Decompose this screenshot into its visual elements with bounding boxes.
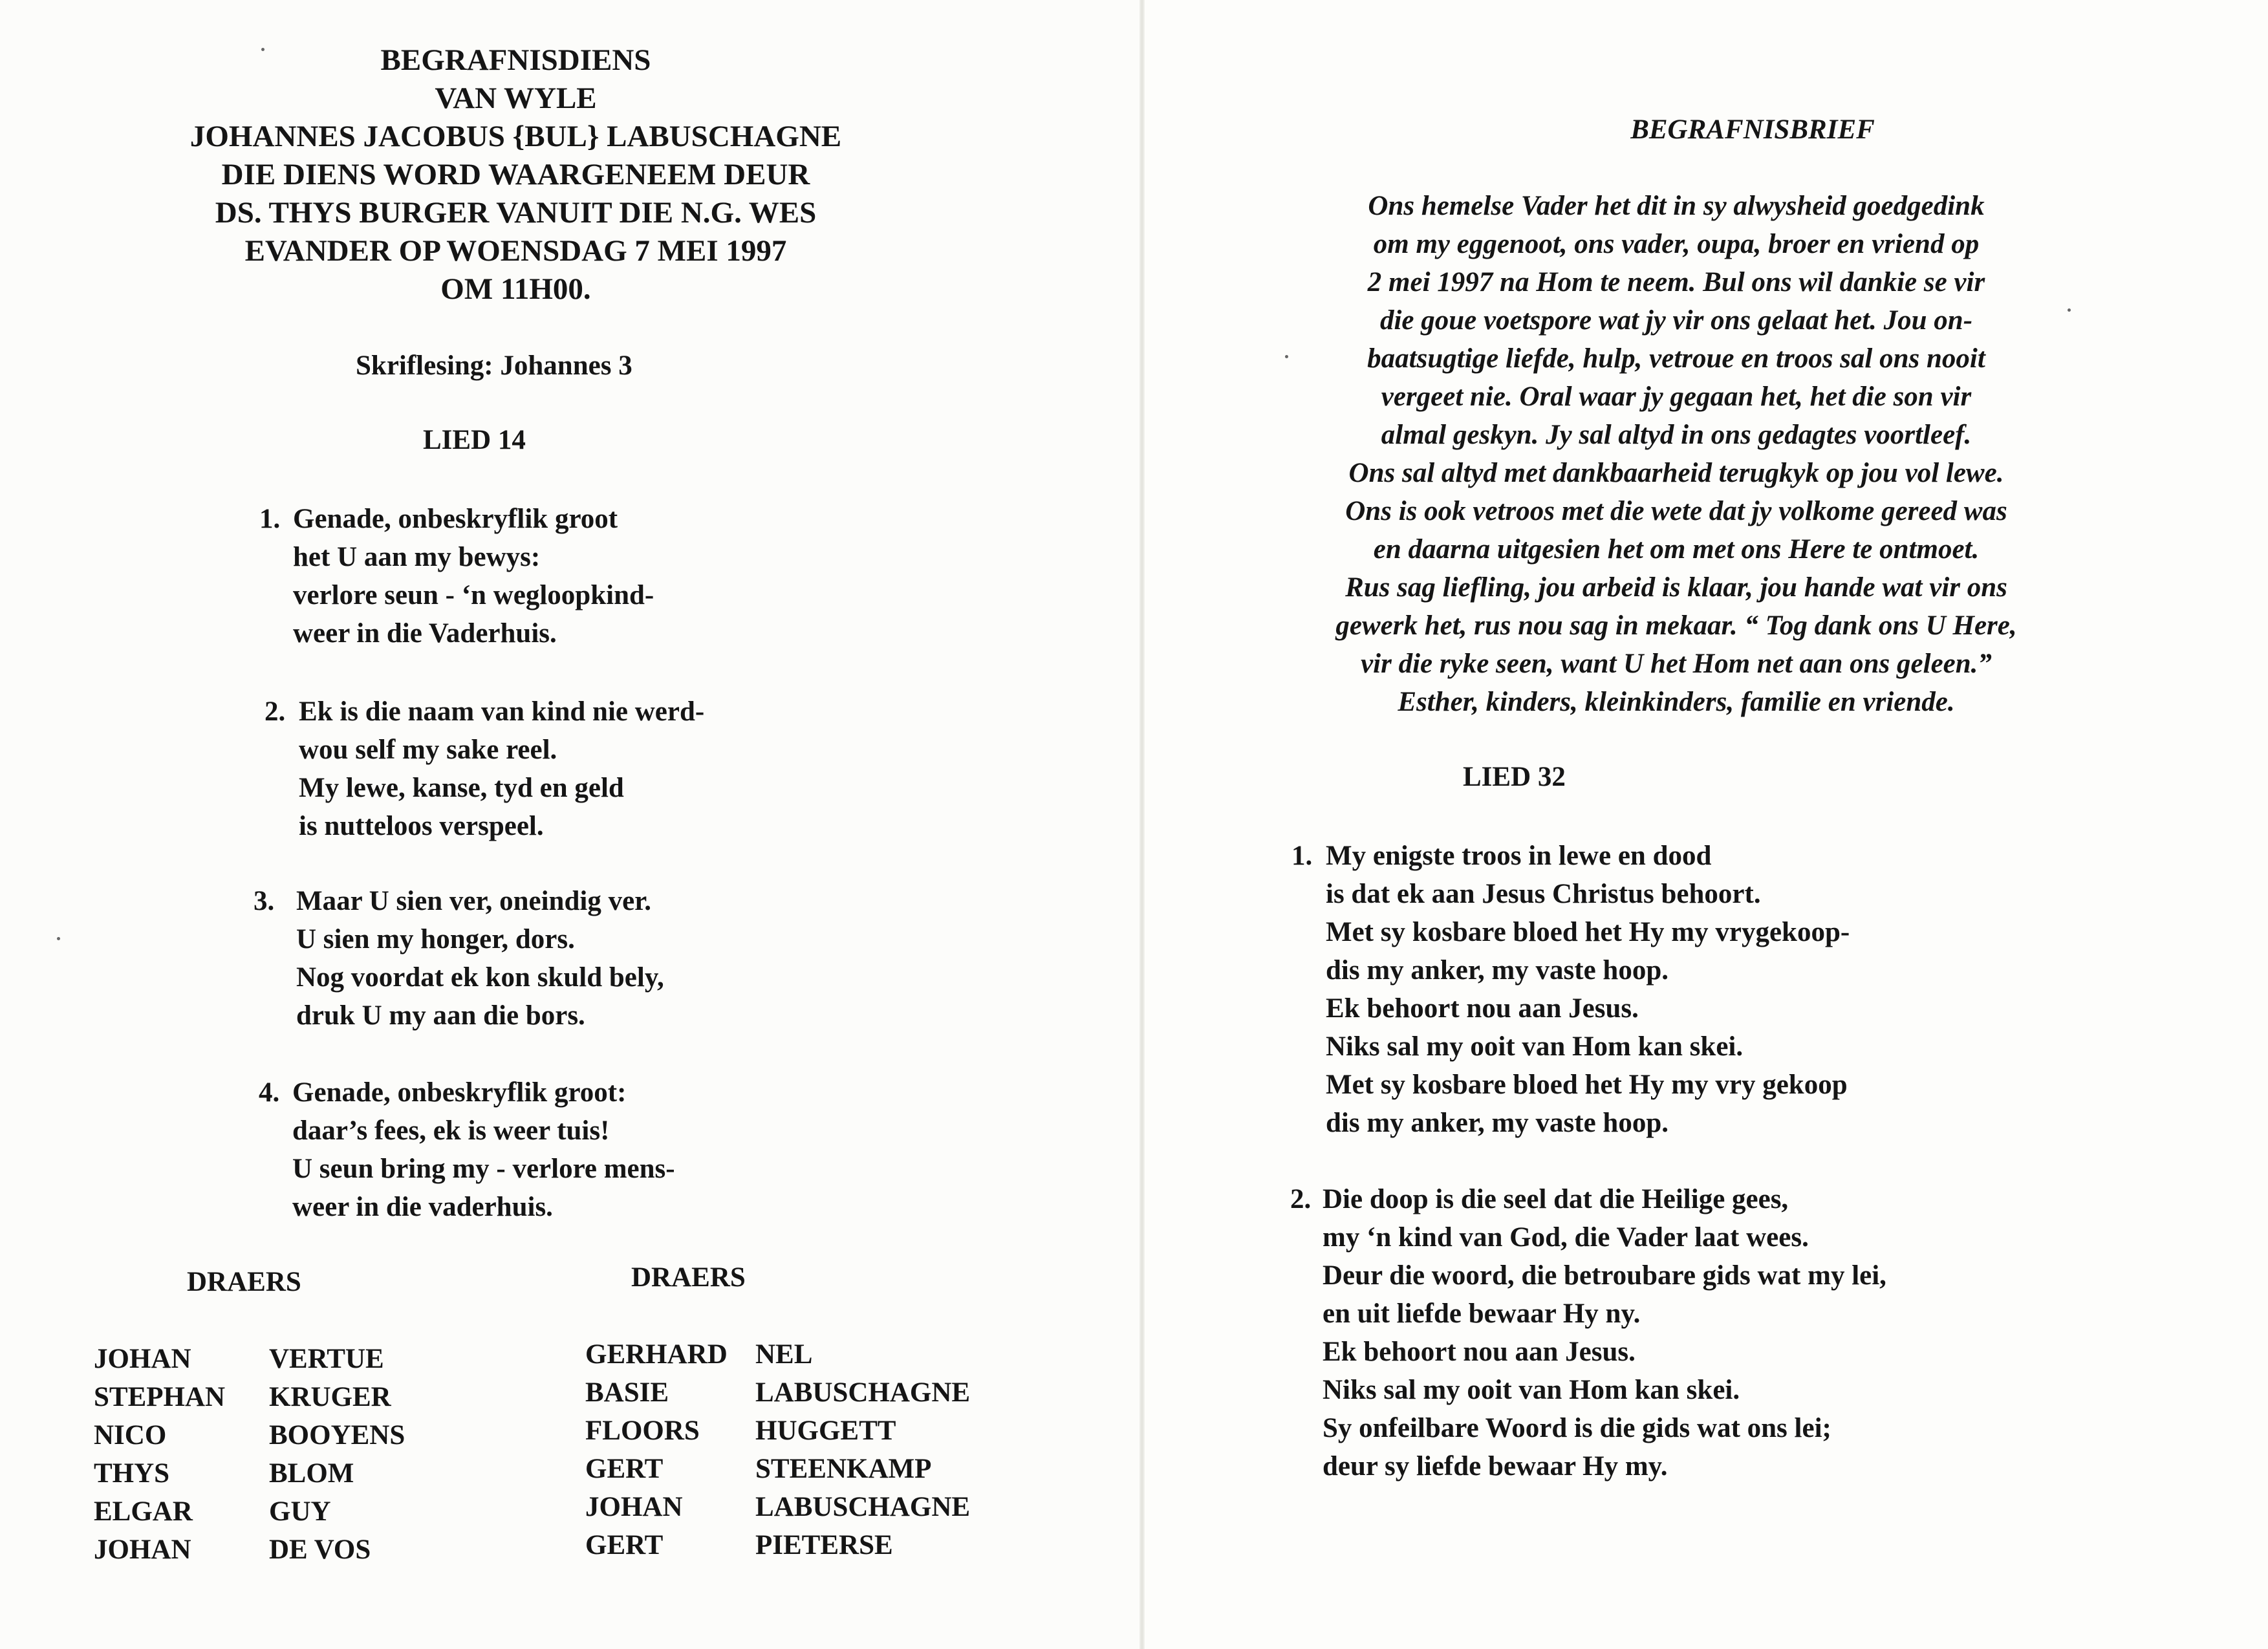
verse-number: 3. (254, 886, 275, 916)
bearer-first-name: FLOORS (585, 1416, 700, 1446)
verse-line: U seun bring my - verlore mens- (292, 1154, 675, 1184)
letter-line: vergeet nie. Oral waar jy gegaan het, het die son vir (1381, 382, 1972, 412)
bearer-first-name: GERHARD (585, 1339, 728, 1370)
verse-line: Niks sal my ooit van Hom kan skei. (1323, 1375, 1740, 1405)
verse-line: druk U my aan die bors. (296, 1000, 585, 1031)
verse-number: 4. (259, 1077, 280, 1108)
verse-line: weer in die vaderhuis. (292, 1192, 553, 1222)
letter-line: Ons is ook vetroos met die wete dat jy volkome gereed was (1345, 496, 2007, 526)
bearer-first-name: GERT (585, 1530, 664, 1560)
bearer-first-name: GERT (585, 1454, 664, 1484)
verse-line: dis my anker, my vaste hoop. (1326, 1108, 1669, 1138)
letter-line: die goue voetspore wat jy vir ons gelaat het. Jou on- (1379, 305, 1973, 336)
header-line: JOHANNES JACOBUS {BUL} LABUSCHAGNE (189, 120, 842, 153)
bearer-last-name: LABUSCHAGNE (755, 1377, 971, 1408)
verse-lines (1326, 837, 1850, 1142)
bearer-first-name: JOHAN (94, 1344, 191, 1374)
verse-number: 2. (265, 696, 286, 727)
hymn-14-title: LIED 14 (423, 425, 526, 455)
verse-line: daar’s fees, ek is weer tuis! (292, 1116, 610, 1146)
bearer-last-name: KRUGER (269, 1382, 391, 1412)
bearer-last-name: DE VOS (269, 1535, 371, 1565)
verse-lines (296, 882, 664, 1035)
verse-line: My enigste troos in lewe en dood (1326, 841, 1712, 871)
letter-line: gewerk het, rus nou sag in mekaar. “ Tog dank ons U Here, (1335, 610, 2017, 641)
letter-line: Esther, kinders, kleinkinders, familie en vriende. (1398, 687, 1955, 717)
verse-line: is nutteloos verspeel. (299, 811, 544, 841)
verse-line: Nog voordat ek kon skuld bely, (296, 962, 664, 993)
verse-line: verlore seun - ‘n wegloopkind- (293, 580, 654, 610)
letter-line: en daarna uitgesien het om met ons Here te ontmoet. (1373, 534, 1980, 565)
verse-line: Sy onfeilbare Woord is die gids wat ons lei; (1323, 1413, 1831, 1443)
verse-lines (299, 693, 704, 845)
bearer-last-name: BLOM (269, 1458, 354, 1489)
verse-line: Ek behoort nou aan Jesus. (1323, 1337, 1636, 1367)
bearer-last-name: VERTUE (269, 1344, 384, 1374)
verse-line: Maar U sien ver, oneindig ver. (296, 886, 652, 916)
verse-line: en uit liefde bewaar Hy ny. (1323, 1299, 1641, 1329)
bearers-heading-1: DRAERS (187, 1267, 301, 1297)
verse-line: Deur die woord, die betroubare gids wat my lei, (1323, 1260, 1886, 1291)
verse-lines (293, 500, 654, 652)
header-line: BEGRAFNISDIENS (380, 43, 651, 77)
service-header (0, 41, 1031, 308)
letter-line: Ons sal altyd met dankbaarheid terugkyk op jou vol lewe. (1348, 458, 2004, 488)
bearer-first-name: BASIE (585, 1377, 669, 1408)
scripture-reading: Skriflesing: Johannes 3 (356, 350, 632, 381)
verse-number: 2. (1290, 1184, 1312, 1214)
paper-speck (57, 937, 60, 940)
hymn-14-verse-3 (254, 882, 664, 1031)
verse-line: Met sy kosbare bloed het Hy my vry gekoop (1326, 1070, 1848, 1100)
hymn-32-title: LIED 32 (1463, 762, 1566, 792)
verse-line: Ek behoort nou aan Jesus. (1326, 993, 1639, 1024)
letter-line: om my eggenoot, ons vader, oupa, broer en vriend op (1373, 229, 1980, 259)
verse-line: weer in die Vaderhuis. (293, 618, 557, 649)
bearer-last-name: STEENKAMP (755, 1454, 932, 1484)
hymn-14-verse-4 (259, 1073, 675, 1222)
letter-line: 2 mei 1997 na Hom te neem. Bul ons wil dankie se vir (1367, 267, 1985, 297)
verse-lines (1323, 1180, 1886, 1485)
letter-title: BEGRAFNISBRIEF (1630, 114, 1875, 145)
hymn-32-verse-1 (1291, 837, 1850, 1138)
bearer-last-name: PIETERSE (755, 1530, 893, 1560)
letter-line: vir die ryke seen, want U het Hom net aan ons geleen.” (1361, 649, 1992, 679)
bearer-first-name: NICO (94, 1420, 167, 1450)
verse-line: my ‘n kind van God, die Vader laat wees. (1323, 1222, 1809, 1253)
letter-line: baatsugtige liefde, hulp, vetroue en troos sal ons nooit (1367, 343, 1985, 374)
verse-number: 1. (1291, 841, 1313, 871)
header-line: EVANDER OP WOENSDAG 7 MEI 1997 (244, 234, 787, 268)
letter-line: almal geskyn. Jy sal altyd in ons gedagtes voortleef. (1381, 420, 1972, 450)
verse-line: Met sy kosbare bloed het Hy my vrygekoop- (1326, 917, 1850, 947)
letter-line: Rus sag liefling, jou arbeid is klaar, jou hande wat vir ons (1345, 572, 2007, 603)
verse-number: 1. (259, 504, 281, 534)
bearer-first-name: THYS (94, 1458, 170, 1489)
verse-line: Niks sal my ooit van Hom kan skei. (1326, 1031, 1744, 1062)
hymn-14-verse-2 (265, 693, 705, 841)
verse-line: dis my anker, my vaste hoop. (1326, 955, 1669, 986)
header-line: DS. THYS BURGER VANUIT DIE N.G. WES (215, 196, 817, 230)
verse-line: wou self my sake reel. (299, 735, 557, 765)
bearers-list-1-first (94, 1340, 225, 1569)
verse-line: deur sy liefde bewaar Hy my. (1323, 1451, 1668, 1482)
hymn-32-verse-2 (1290, 1180, 1886, 1482)
verse-line: het U aan my bewys: (293, 542, 541, 572)
bearer-last-name: HUGGETT (755, 1416, 896, 1446)
bearer-last-name: BOOYENS (269, 1420, 405, 1450)
hymn-14-verse-1 (259, 500, 654, 649)
funeral-letter (1244, 187, 2109, 721)
bearer-last-name: LABUSCHAGNE (755, 1492, 971, 1522)
verse-line: Ek is die naam van kind nie werd- (299, 696, 705, 727)
verse-line: My lewe, kanse, tyd en geld (299, 773, 624, 803)
verse-line: Genade, onbeskryflik groot (293, 504, 618, 534)
bearer-first-name: STEPHAN (94, 1382, 226, 1412)
verse-line: is dat ek aan Jesus Christus behoort. (1326, 879, 1761, 909)
bearers-list-2-first (585, 1335, 728, 1564)
header-line: OM 11H00. (440, 272, 591, 306)
page-fold (1139, 0, 1145, 1649)
verse-lines (292, 1073, 675, 1226)
bearer-first-name: JOHAN (585, 1492, 683, 1522)
header-line: VAN WYLE (435, 81, 597, 115)
bearers-heading-2: DRAERS (631, 1262, 746, 1293)
verse-line: Genade, onbeskryflik groot: (292, 1077, 627, 1108)
header-line: DIE DIENS WORD WAARGENEEM DEUR (221, 158, 810, 191)
bearers-list-2-last (755, 1335, 970, 1564)
bearer-first-name: ELGAR (94, 1496, 193, 1527)
verse-line: U sien my honger, dors. (296, 924, 575, 954)
bearers-list-1-last (269, 1340, 405, 1569)
bearer-last-name: GUY (269, 1496, 331, 1527)
bearer-last-name: NEL (755, 1339, 813, 1370)
verse-line: Die doop is die seel dat die Heilige gees, (1323, 1184, 1789, 1214)
letter-line: Ons hemelse Vader het dit in sy alwysheid goedgedink (1368, 191, 1985, 221)
bearer-first-name: JOHAN (94, 1535, 191, 1565)
